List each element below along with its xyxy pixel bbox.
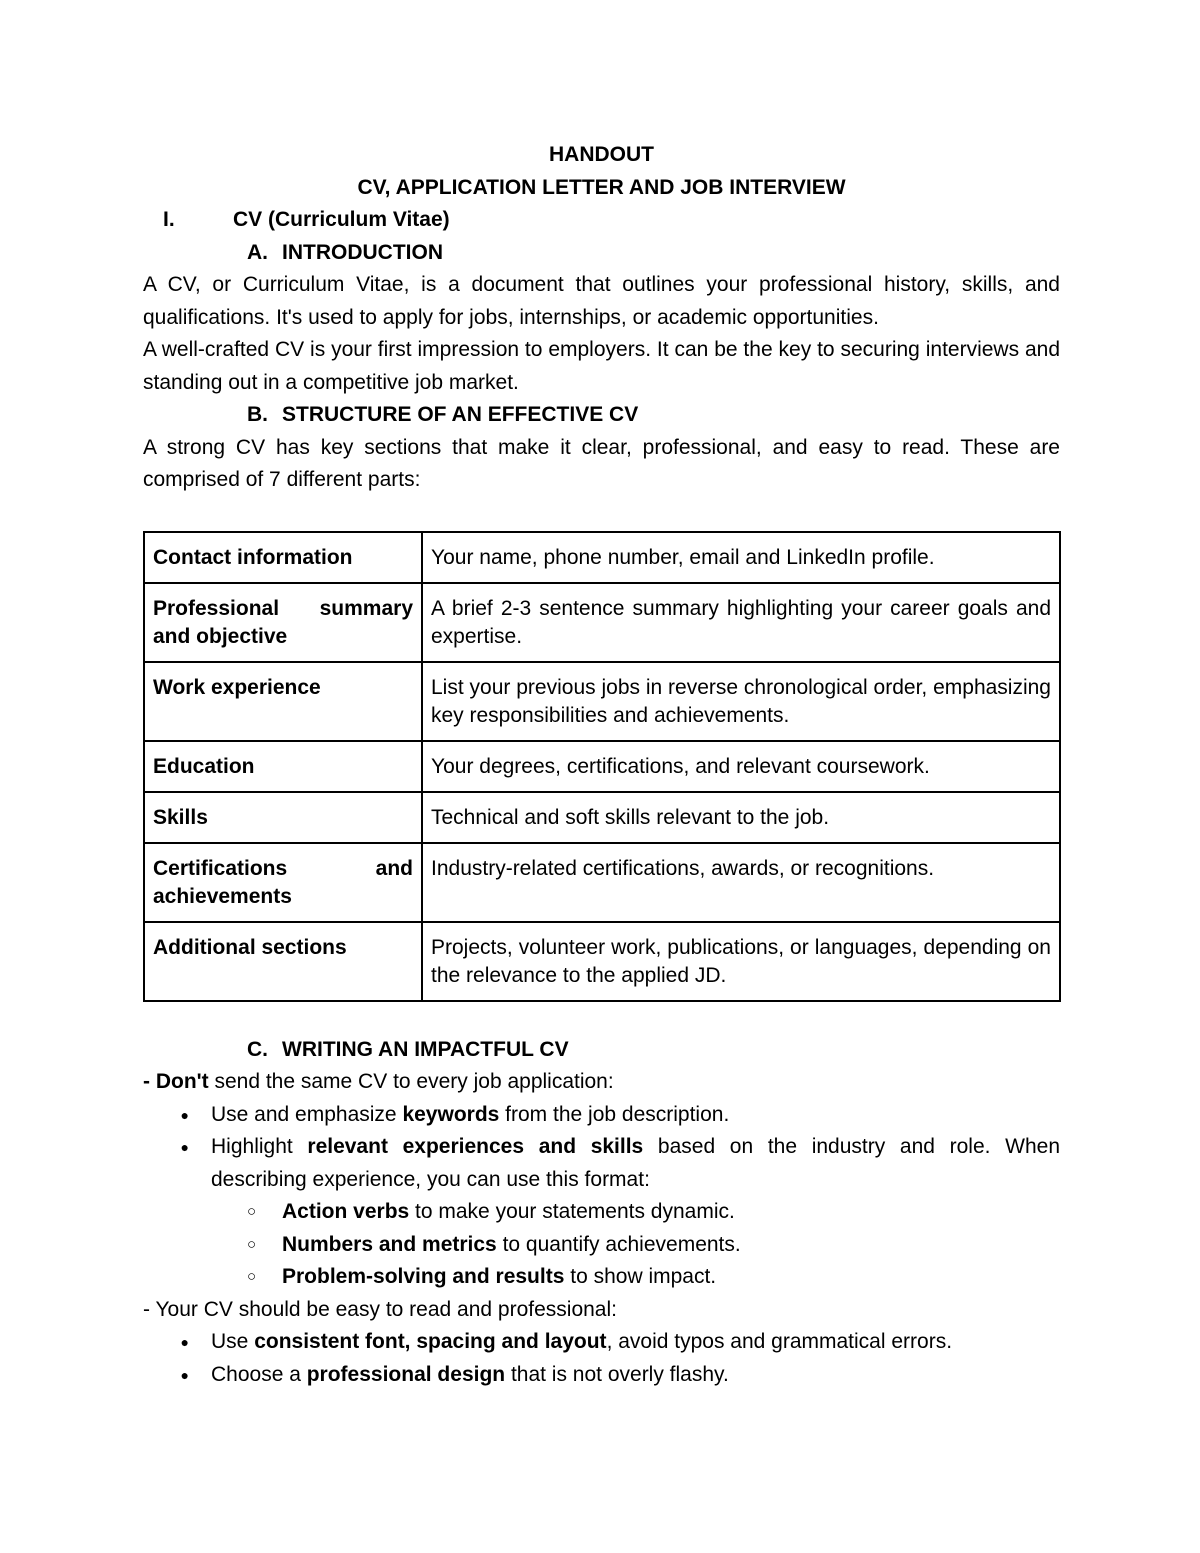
sub-bullet-icon: ○	[246, 1268, 256, 1285]
table-key-cell: Work experience	[144, 662, 422, 741]
list-item	[143, 1359, 1060, 1392]
intro-paragraph-2: A well-crafted CV is your first impression to employers. It can be the key to securing interviews and standing out in a competitive job market.	[143, 338, 1060, 394]
list-item-text	[211, 1359, 1060, 1392]
table-row	[144, 922, 1060, 1001]
table-value-cell: Industry-related certifications, awards, or recognitions.	[422, 843, 1060, 922]
text-run: Highlight	[211, 1135, 308, 1158]
list-item	[143, 1131, 1060, 1196]
table-value-cell: List your previous jobs in reverse chronological order, emphasizing key responsibilities and achievements.	[422, 662, 1060, 741]
sub-bullet-icon: ○	[246, 1235, 256, 1253]
table-row	[144, 532, 1060, 583]
table-value-cell: Your name, phone number, email and LinkedIn profile.	[422, 532, 1060, 583]
list-item-text	[211, 1131, 1060, 1196]
list-item-text	[211, 1099, 1060, 1132]
dash-item-text: send the same CV to every job application:	[208, 1070, 614, 1093]
subsection-number: A.	[247, 240, 268, 264]
bullet-icon: ●	[180, 1334, 189, 1350]
subsection-heading-introduction	[143, 237, 1060, 270]
table-row	[144, 741, 1060, 792]
text-run: , avoid typos and grammatical errors.	[606, 1330, 953, 1353]
list-item	[143, 1229, 1060, 1262]
table-key-cell: Additional sections	[144, 922, 422, 1001]
subsection-title: WRITING AN IMPACTFUL CV	[282, 1037, 569, 1061]
text-run: to quantify achievements.	[496, 1232, 741, 1256]
sub-bullet-list-format	[143, 1196, 1060, 1294]
table-value-cell: Your degrees, certifications, and relevant coursework.	[422, 741, 1060, 792]
list-item-text	[282, 1261, 1060, 1294]
table-row	[144, 792, 1060, 843]
list-item	[143, 1099, 1060, 1132]
bullet-icon: ●	[180, 1106, 189, 1123]
list-item-text	[211, 1326, 1060, 1359]
list-item	[143, 1326, 1060, 1359]
text-run-bold: Numbers and metrics	[282, 1232, 497, 1256]
text-run: to show impact.	[564, 1265, 717, 1288]
text-run: Choose a	[211, 1362, 307, 1386]
section-title: CV (Curriculum Vitae)	[233, 208, 450, 231]
text-run: Use	[211, 1330, 255, 1353]
structure-paragraph: A strong CV has key sections that make it clear, professional, and easy to read. These are comprised of 7 different parts:	[143, 435, 1060, 491]
subsection-title: INTRODUCTION	[282, 240, 443, 264]
section-heading-cv	[143, 204, 1060, 237]
table-key-cell: Contact information	[144, 532, 422, 583]
document-title: HANDOUT	[549, 143, 654, 166]
table-row	[144, 583, 1060, 662]
list-item	[143, 1261, 1060, 1294]
text-run-bold: Action verbs	[282, 1200, 410, 1223]
table-key-cell: Professional summary and objective	[144, 583, 422, 662]
text-run: that is not overly flashy.	[505, 1362, 729, 1386]
document-page	[143, 139, 1060, 1391]
table-key-cell: Education	[144, 741, 422, 792]
subsection-heading-writing	[143, 1034, 1060, 1067]
bullet-list-tailoring	[143, 1099, 1060, 1197]
list-item	[143, 1196, 1060, 1229]
table-row	[144, 843, 1060, 922]
subsection-heading-structure	[143, 399, 1060, 432]
cv-sections-table	[143, 531, 1061, 1002]
table-value-cell: A brief 2-3 sentence summary highlighting your career goals and expertise.	[422, 583, 1060, 662]
list-item-text	[282, 1196, 1060, 1229]
dash-item-readable: - Your CV should be easy to read and professional:	[143, 1297, 617, 1321]
table-row	[144, 662, 1060, 741]
text-run: Use and emphasize	[211, 1102, 403, 1126]
bullet-icon: ●	[180, 1366, 189, 1383]
dash-item-dont	[143, 1066, 1060, 1099]
text-run: based on the industry and role. When describing experience, you can use this format:	[211, 1135, 1060, 1191]
subsection-title: STRUCTURE OF AN EFFECTIVE CV	[282, 403, 639, 426]
document-subtitle: CV, APPLICATION LETTER AND JOB INTERVIEW	[357, 175, 846, 199]
text-run-bold: relevant experiences and skills	[307, 1135, 644, 1158]
text-run: to make your statements dynamic.	[409, 1200, 735, 1223]
sub-bullet-icon: ○	[246, 1203, 256, 1220]
table-key-cell: Skills	[144, 792, 422, 843]
text-run-bold: Problem-solving and results	[282, 1265, 565, 1288]
list-item-text	[282, 1229, 1060, 1262]
text-run: from the job description.	[499, 1102, 730, 1126]
text-run-bold: consistent font, spacing and layout	[254, 1330, 607, 1353]
table-value-cell: Technical and soft skills relevant to the job.	[422, 792, 1060, 843]
table-value-cell: Projects, volunteer work, publications, or languages, depending on the relevance to the applied JD.	[422, 922, 1060, 1001]
text-run-bold: professional design	[306, 1362, 506, 1386]
subsection-number: C.	[247, 1037, 268, 1061]
intro-paragraph-1: A CV, or Curriculum Vitae, is a document that outlines your professional history, skills, and qualifications. It's used to apply for jobs, internships, or academic opportunities.	[143, 273, 1060, 329]
bullet-icon: ●	[180, 1139, 189, 1155]
subsection-number: B.	[247, 403, 268, 426]
bullet-list-design	[143, 1326, 1060, 1391]
text-run-bold: keywords	[402, 1102, 500, 1126]
dash-item-bold: - Don't	[143, 1070, 209, 1093]
section-number: I.	[163, 208, 175, 231]
table-key-cell: Certifications and achievements	[144, 843, 422, 922]
